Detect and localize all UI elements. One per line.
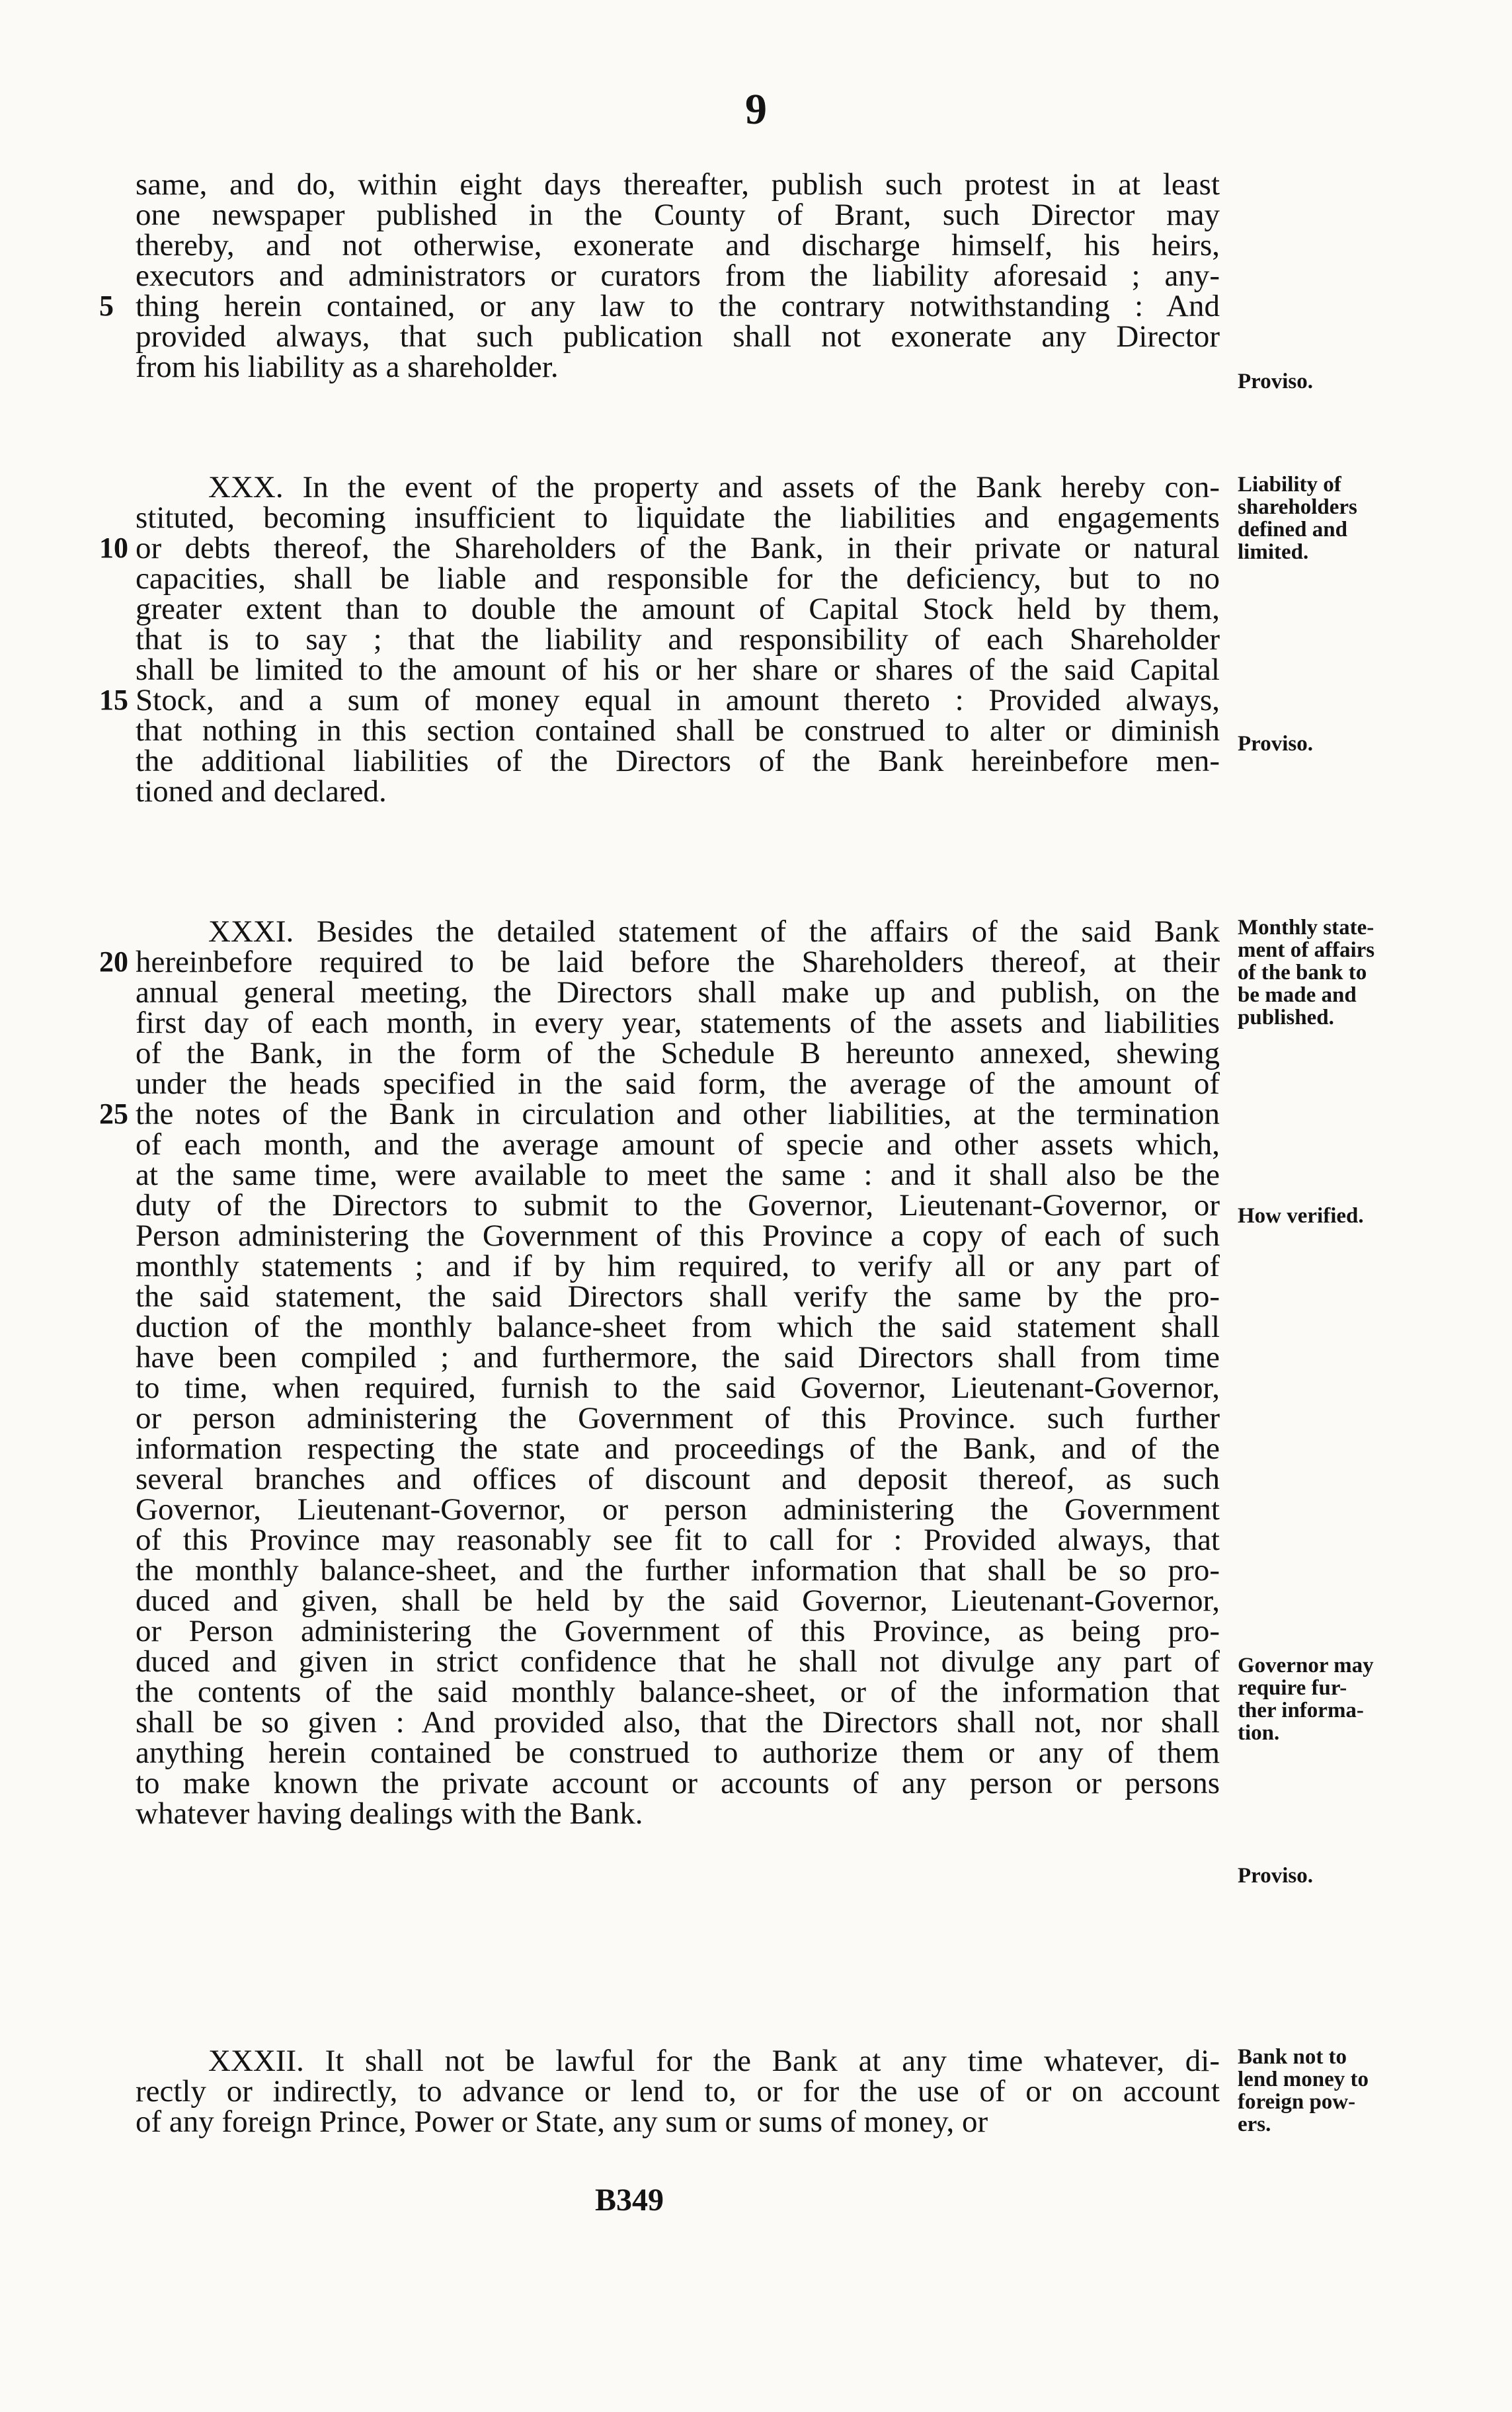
margin-note-line: shareholders [1238,495,1357,519]
margin-note-line: Monthly state- [1238,916,1374,940]
text-line: under the heads specified in the said form, the average of the amount of [136,1066,1220,1101]
text-line: that nothing in this section contained shall be construed to alter or diminish [136,713,1220,748]
text-line: first day of each month, in every year, statements of the assets and liabilities [136,1006,1220,1040]
margin-note [1238,2046,1403,2136]
text-line: of this Province may reasonably see fit to call for : Provided always, that [136,1523,1220,1557]
text-line: anything herein contained be construed to authorize them or any of them [136,1736,1220,1770]
text-line: thereby, and not otherwise, exonerate and discharge himself, his heirs, [136,228,1220,262]
text-line: thing herein contained, or any law to the contrary notwithstanding : And [136,289,1220,323]
margin-note [1238,733,1403,755]
text-line: of any foreign Prince, Power or State, any sum or sums of money, or [136,2105,988,2139]
text-line: XXXI. Besides the detailed statement of the affairs of the said Bank [208,914,1220,949]
margin-note-line: published. [1238,1006,1334,1029]
text-line: shall be limited to the amount of his or her share or shares of the said Capital [136,653,1220,687]
text-line: shall be so given : And provided also, that the Directors shall not, nor shall [136,1705,1220,1740]
section-s3 [136,916,1220,1829]
text-line: greater extent than to double the amount of Capital Stock held by them, [136,592,1220,626]
text-line: same, and do, within eight days thereafter, publish such protest in at least [136,167,1220,202]
margin-note [1238,1865,1403,1887]
margin-note-line: Governor may [1238,1654,1374,1677]
text-line: of the Bank, in the form of the Schedule B hereunto annexed, shewing [136,1036,1220,1070]
text-line: duty of the Directors to submit to the Governor, Lieutenant-Governor, or [136,1188,1220,1223]
margin-note [1238,370,1403,393]
line-number-marker: 15 [99,684,128,716]
text-line: rectly or indirectly, to advance or lend to, or for the use of or on account [136,2074,1220,2109]
margin-note-line: Proviso. [1238,370,1313,393]
text-line: annual general meeting, the Directors shall make up and publish, on the [136,975,1220,1010]
text-line: Stock, and a sum of money equal in amount thereto : Provided always, [136,683,1220,717]
margin-note-line: ment of affairs [1238,938,1375,962]
section-s4 [136,2046,1220,2137]
margin-note-line: defined and [1238,518,1347,542]
text-line: information respecting the state and proceedings of the Bank, and of the [136,1431,1220,1466]
text-line: tioned and declared. [136,774,387,809]
text-line: the monthly balance-sheet, and the further information that shall be so pro- [136,1553,1220,1588]
margin-note-line: ers. [1238,2112,1271,2136]
text-line: or debts thereof, the Shareholders of the Bank, in their private or natural [136,531,1220,565]
text-line: XXXII. It shall not be lawful for the Bank at any time whatever, di- [208,2044,1220,2078]
text-line: have been compiled ; and furthermore, the said Directors shall from time [136,1340,1220,1375]
text-line: duced and given in strict confidence that he shall not divulge any part of [136,1644,1220,1679]
signature-mark: B349 [595,2183,664,2218]
text-line: provided always, that such publication shall not exonerate any Director [136,319,1220,354]
text-line: the notes of the Bank in circulation and other liabilities, at the termination [136,1097,1220,1131]
margin-note [1238,473,1403,563]
margin-note-line: Liability of [1238,473,1341,497]
section-s1 [136,169,1220,382]
margin-note [1238,1205,1403,1227]
line-number-marker: 20 [99,945,128,978]
text-line: whatever having dealings with the Bank. [136,1796,643,1831]
text-line: of each month, and the average amount of specie and other assets which, [136,1127,1220,1162]
text-line: the additional liabilities of the Directors of the Bank hereinbefore men- [136,744,1220,778]
margin-note-line: require fur- [1238,1676,1347,1700]
section-s2 [136,472,1220,807]
line-number-marker: 5 [99,290,114,322]
text-line: hereinbefore required to be laid before the Shareholders thereof, at their [136,945,1220,979]
text-line: XXX. In the event of the property and assets of the Bank hereby con- [208,470,1220,504]
text-line: monthly statements ; and if by him required, to verify all or any part of [136,1249,1220,1283]
text-line: capacities, shall be liable and responsible for the deficiency, but to no [136,561,1220,596]
margin-note-line: of the bank to [1238,961,1367,985]
text-line: Person administering the Government of this Province a copy of each of such [136,1219,1220,1253]
line-number-marker: 25 [99,1098,128,1130]
text-line: that is to say ; that the liability and responsibility of each Shareholder [136,622,1220,657]
margin-note-line: be made and [1238,983,1357,1007]
text-line: Governor, Lieutenant-Governor, or person administering the Government [136,1492,1220,1527]
text-line: at the same time, were available to meet the same : and it shall also be the [136,1158,1220,1192]
text-line: one newspaper published in the County of Brant, such Director may [136,198,1220,232]
line-number-marker: 10 [99,532,128,564]
margin-note-line: Proviso. [1238,732,1313,756]
margin-note [1238,916,1403,1029]
margin-note-line: Bank not to [1238,2045,1347,2069]
text-line: from his liability as a shareholder. [136,350,559,384]
margin-note-line: ther informa- [1238,1699,1364,1722]
margin-note-line: tion. [1238,1721,1280,1745]
margin-note-line: limited. [1238,540,1309,564]
margin-note-line: foreign pow- [1238,2090,1356,2114]
text-line: or Person administering the Government of this Province, as being pro- [136,1614,1220,1648]
page-number: 9 [745,85,767,134]
margin-note [1238,1654,1403,1744]
text-line: executors and administrators or curators from the liability aforesaid ; any- [136,259,1220,293]
margin-note-line: How verified. [1238,1204,1364,1228]
text-line: several branches and offices of discount and deposit thereof, as such [136,1462,1220,1496]
text-line: to make known the private account or accounts of any person or persons [136,1766,1220,1800]
text-line: the contents of the said monthly balance-sheet, or of the information that [136,1675,1220,1709]
margin-note-line: lend money to [1238,2068,1369,2091]
text-line: duction of the monthly balance-sheet from which the said statement shall [136,1310,1220,1344]
text-line: stituted, becoming insufficient to liquidate the liabilities and engagements [136,501,1220,535]
text-line: to time, when required, furnish to the said Governor, Lieutenant-Governor, [136,1371,1220,1405]
text-line: the said statement, the said Directors shall verify the same by the pro- [136,1279,1220,1314]
margin-note-line: Proviso. [1238,1864,1313,1888]
text-line: or person administering the Government of this Province. such further [136,1401,1220,1435]
text-line: duced and given, shall be held by the said Governor, Lieutenant-Governor, [136,1584,1220,1618]
